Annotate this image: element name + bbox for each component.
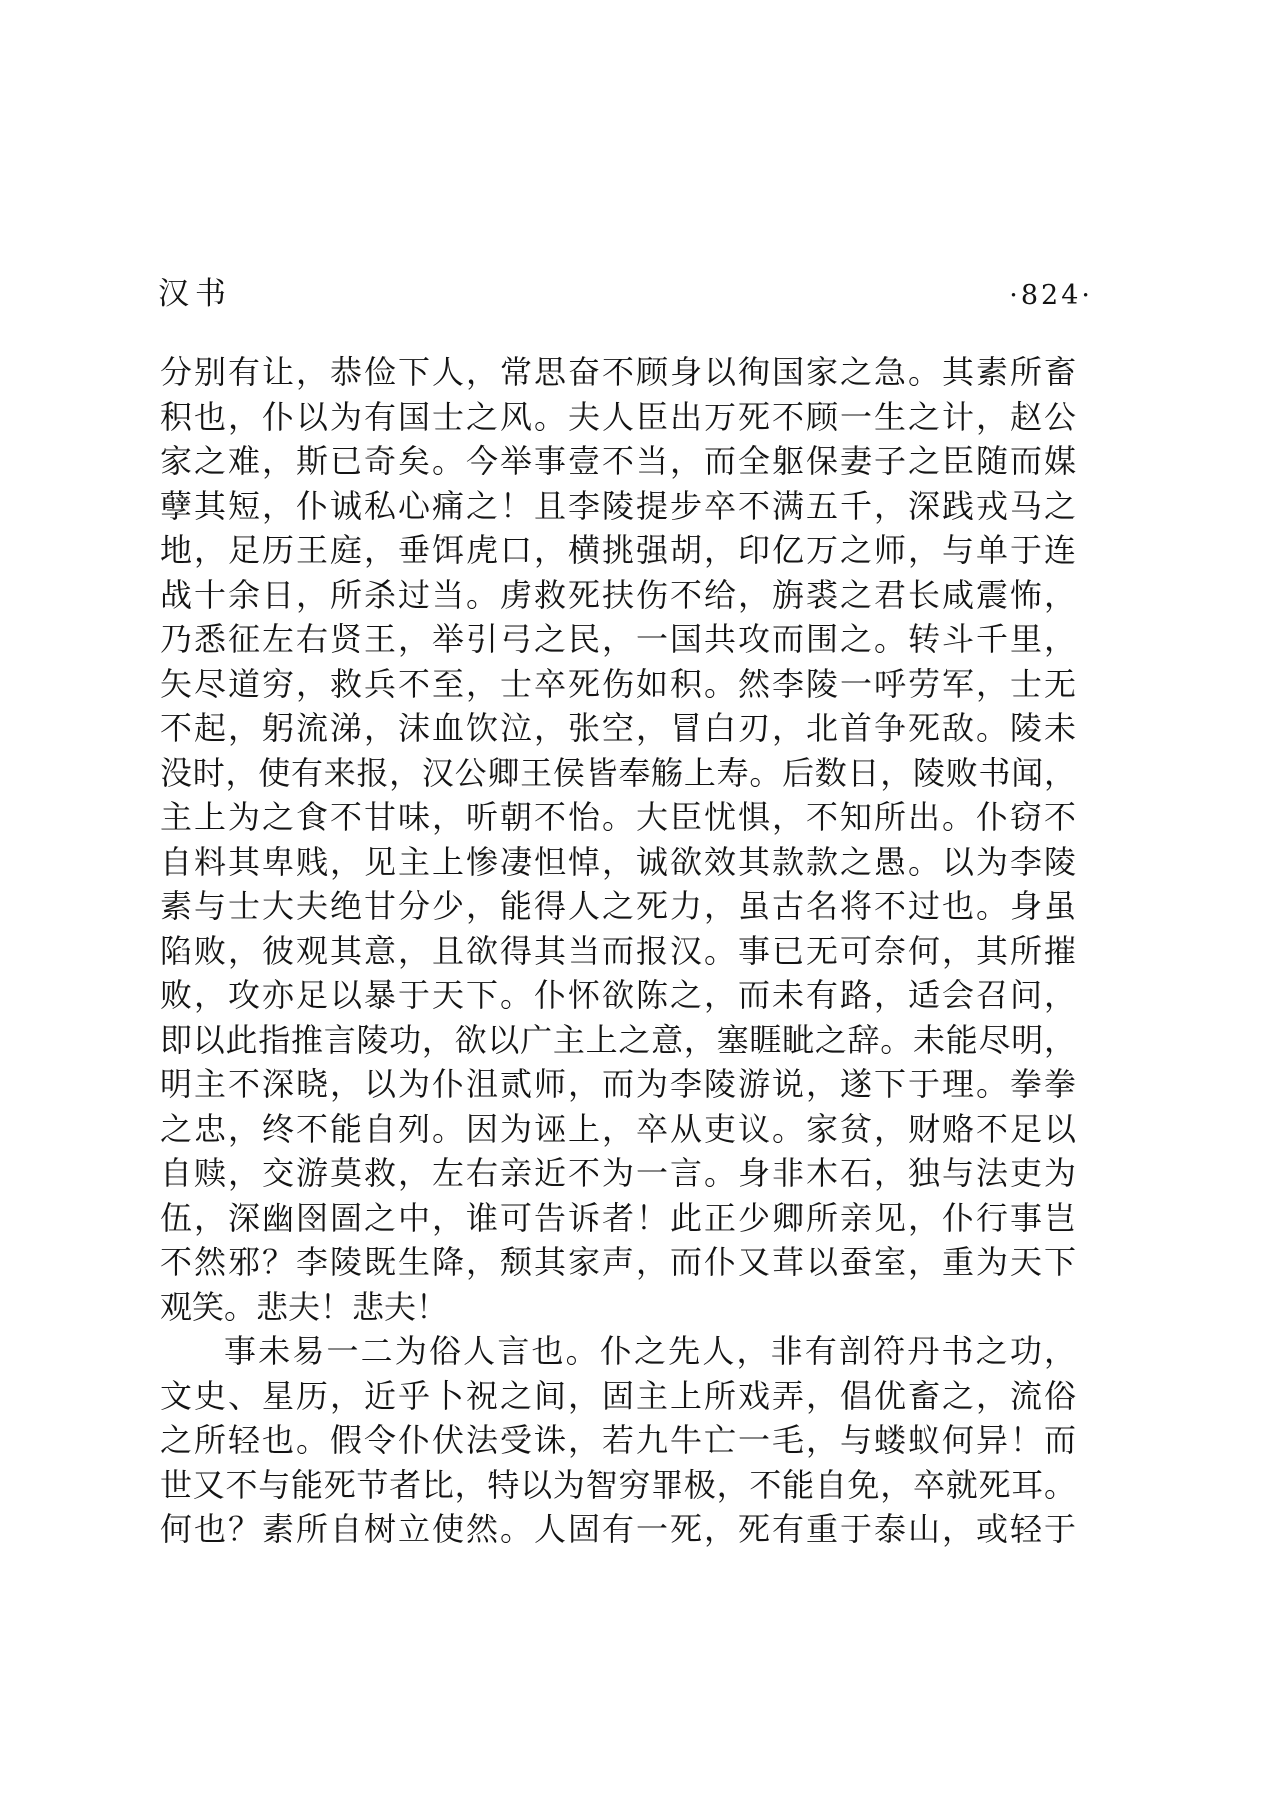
text-line: 文史、星历，近乎卜祝之间，固主上所戏弄，倡优畜之，流俗 [160,1376,1076,1415]
text-line: 不然邪？李陵既生降，颓其家声，而仆又茸以蚕室，重为天下 [160,1243,1076,1281]
text-line: 事未易一二为俗人言也。仆之先人，非有剖符丹书之功， [224,1332,1076,1370]
text-line: 乃悉征左右贤王，举引弓之民，一国共攻而围之。转斗千里， [160,620,1076,658]
text-line: 分别有让，恭俭下人，常思奋不顾身以徇国家之急。其素所畜 [160,353,1076,391]
text-line: 伍，深幽囹圄之中，谁可告诉者！此正少卿所亲见，仆行事岂 [160,1198,1076,1237]
text-line: 之忠，终不能自列。因为诬上，卒从吏议。家贫，财赂不足以 [160,1109,1076,1148]
text-line: 世又不与能死节者比，特以为智穷罪极，不能自免，卒就死耳。 [160,1465,1076,1504]
text-line: 积也，仆以为有国士之风。夫人臣出万死不顾一生之计，赵公 [160,397,1076,436]
text-line: 陷败，彼观其意，且欲得其当而报汉。事已无可奈何，其所摧 [160,931,1076,970]
text-line: 观笑。悲夫！悲夫！ [160,1287,449,1326]
page-header [158,268,1093,313]
text-line: 战十余日，所杀过当。虏救死扶伤不给，旃裘之君长咸震怖， [160,575,1076,614]
text-line: 败，攻亦足以暴于天下。仆怀欲陈之，而未有路，适会召问， [160,976,1076,1014]
text-line: 素与士大夫绝甘分少，能得人之死力，虽古名将不过也。身虽 [160,887,1076,925]
text-line: 不起，躬流涕，沫血饮泣，张空，冒白刃，北首争死敌。陵未 [160,709,1076,747]
text-line: 没时，使有来报，汉公卿王侯皆奉觞上寿。后数日，陵败书闻， [160,753,1076,792]
text-line: 即以此指推言陵功，欲以广主上之意，塞睚眦之辞。未能尽明， [160,1020,1076,1059]
text-line: 地，足历王庭，垂饵虎口，横挑强胡，印亿万之师，与单于连 [160,531,1076,569]
text-line: 自料其卑贱，见主上惨凄怛悼，诚欲效其款款之愚。以为李陵 [160,842,1076,881]
running-title: 汉书 [158,276,232,312]
text-line: 之所轻也。假令仆伏法受诛，若九牛亡一毛，与蝼蚁何异！而 [160,1421,1076,1459]
text-line: 自赎，交游莫救，左右亲近不为一言。身非木石，独与法吏为 [160,1154,1076,1192]
text-line: 主上为之食不甘味，听朝不怡。大臣忧惧，不知所出。仆窃不 [160,798,1076,836]
text-line: 孽其短，仆诚私心痛之！且李陵提步卒不满五千，深践戎马之 [160,486,1076,525]
text-line: 明主不深晓，以为仆沮贰师，而为李陵游说，遂下于理。拳拳 [160,1065,1076,1103]
text-line: 矢尽道穷，救兵不至，士卒死伤如积。然李陵一呼劳军，士无 [160,664,1076,703]
page-number: ·824· [1009,280,1093,311]
text-line: 何也？素所自树立使然。人固有一死，死有重于泰山，或轻于 [160,1510,1076,1548]
text-line: 家之难，斯已奇矣。今举事壹不当，而全躯保妻子之臣随而媒 [160,442,1076,480]
body-text [160,350,1076,1552]
